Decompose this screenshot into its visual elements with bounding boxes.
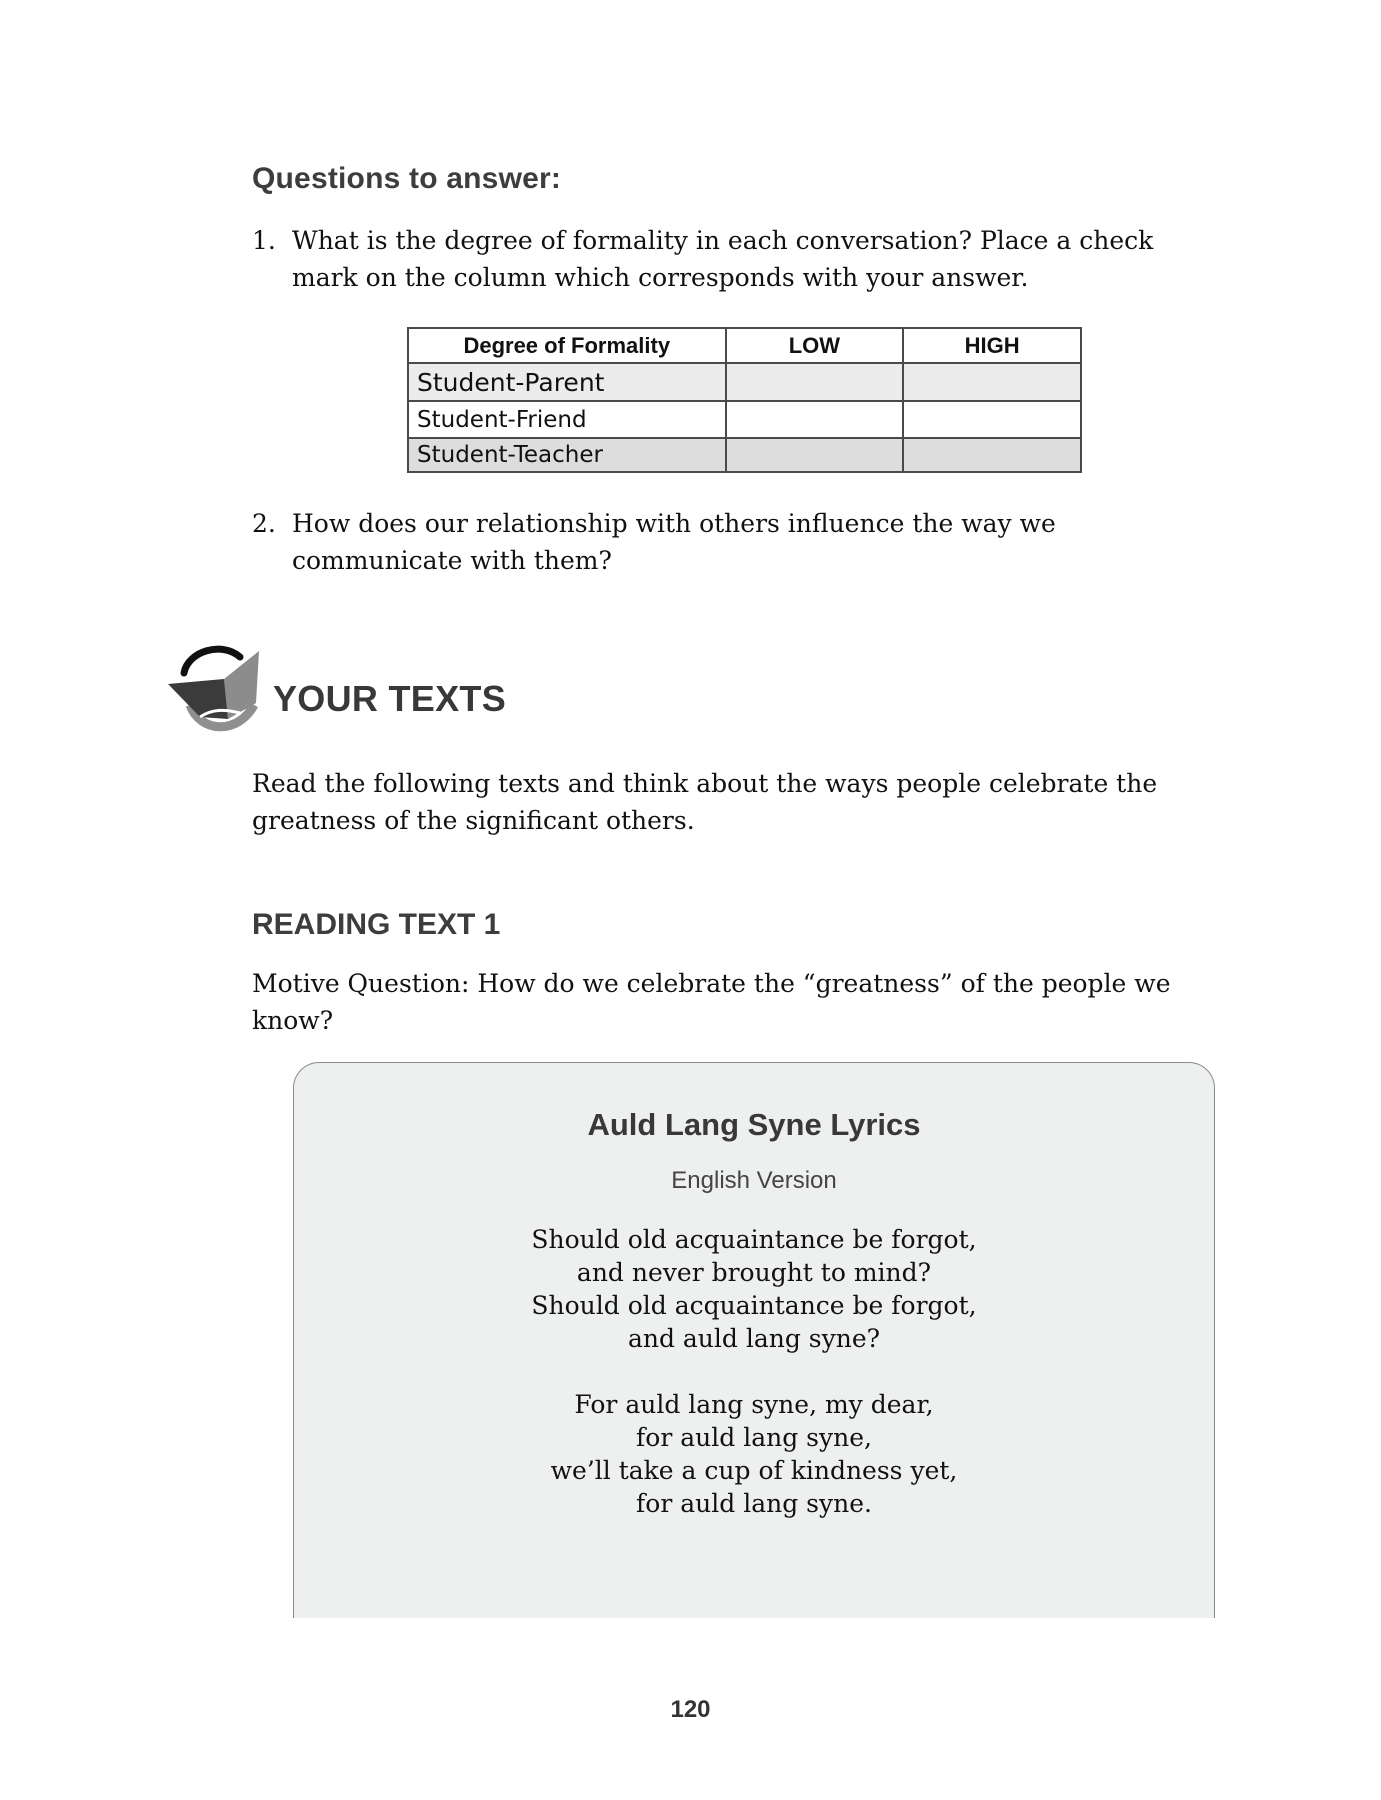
- open-book-icon: [166, 643, 262, 733]
- header-degree-of-formality: Degree of Formality: [408, 328, 726, 363]
- reading-text-heading: READING TEXT 1: [252, 908, 501, 941]
- lyric-line: and auld lang syne?: [627, 1324, 881, 1353]
- table-row: [408, 401, 1081, 438]
- stanza-2: [294, 1388, 1214, 1520]
- cell-student-parent-low[interactable]: [726, 363, 904, 401]
- header-low: LOW: [726, 328, 904, 363]
- motive-question: Motive Question: How do we celebrate the “greatness” of the people we know?: [252, 969, 1171, 1035]
- intro-paragraph: Read the following texts and think about the ways people celebrate the greatness of the significant others.: [252, 769, 1158, 835]
- lyric-line: for auld lang syne,: [636, 1423, 872, 1452]
- question-1-text: What is the degree of formality in each conversation? Place a check mark on the column which corresponds with your answer.: [292, 226, 1154, 292]
- lyrics-subtitle: English Version: [671, 1167, 837, 1194]
- cell-student-teacher-high[interactable]: [903, 438, 1081, 472]
- question-1: [252, 222, 1212, 296]
- row-label-student-parent: Student-Parent: [408, 363, 726, 401]
- lyrics-box: [293, 1062, 1215, 1618]
- formality-table: [407, 327, 1082, 473]
- table-row: [408, 438, 1081, 472]
- question-2-text: How does our relationship with others influence the way we communicate with them?: [292, 509, 1056, 575]
- question-1-number: 1.: [252, 226, 276, 255]
- stanza-1: [294, 1223, 1214, 1355]
- cell-student-friend-high[interactable]: [903, 401, 1081, 438]
- table-row: [408, 363, 1081, 401]
- question-2: [252, 505, 1212, 579]
- lyric-line: for auld lang syne.: [636, 1489, 872, 1518]
- lyric-line: and never brought to mind?: [576, 1258, 932, 1287]
- lyric-line: we’ll take a cup of kindness yet,: [550, 1456, 958, 1485]
- lyric-line: Should old acquaintance be forgot,: [531, 1225, 977, 1254]
- lyrics-title: Auld Lang Syne Lyrics: [587, 1107, 921, 1142]
- lyric-line: For auld lang syne, my dear,: [574, 1390, 934, 1419]
- cell-student-friend-low[interactable]: [726, 401, 904, 438]
- questions-heading: Questions to answer:: [252, 162, 562, 195]
- page-number: 120: [670, 1696, 711, 1723]
- row-label-student-friend: Student-Friend: [408, 401, 726, 438]
- row-label-student-teacher: Student-Teacher: [408, 438, 726, 472]
- table-header-row: [408, 328, 1081, 363]
- question-2-number: 2.: [252, 509, 276, 538]
- header-high: HIGH: [903, 328, 1081, 363]
- lyric-line: Should old acquaintance be forgot,: [531, 1291, 977, 1320]
- cell-student-parent-high[interactable]: [903, 363, 1081, 401]
- cell-student-teacher-low[interactable]: [726, 438, 904, 472]
- your-texts-heading: YOUR TEXTS: [273, 678, 507, 719]
